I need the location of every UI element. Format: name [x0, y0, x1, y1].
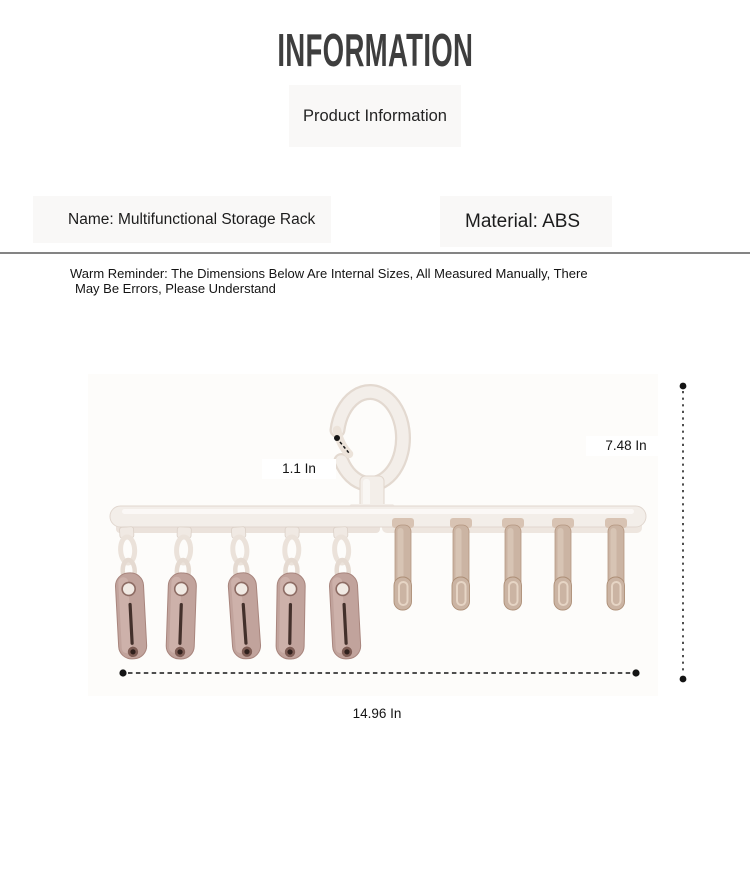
beige-hook [502, 518, 524, 610]
beige-hook [450, 518, 472, 610]
product-name: Name: Multifunctional Storage Rack [68, 210, 316, 228]
beige-hook [605, 518, 627, 610]
beige-hook [392, 518, 414, 610]
reminder-line2: May Be Errors, Please Understand [75, 281, 276, 297]
product-material: Material: ABS [465, 210, 581, 232]
height-dimension-line [680, 383, 687, 683]
subtitle: Product Information [303, 106, 447, 125]
dimension-hook-opening: 1.1 In [262, 459, 336, 479]
reminder-line1: Warm Reminder: The Dimensions Below Are Internal Sizes, All Measured Manually, There [70, 266, 588, 281]
dimension-height: 7.48 In [586, 436, 666, 456]
dimension-width: 14.96 In [330, 704, 424, 724]
beige-hook [552, 518, 574, 610]
page-title: INFORMATION [277, 24, 473, 76]
